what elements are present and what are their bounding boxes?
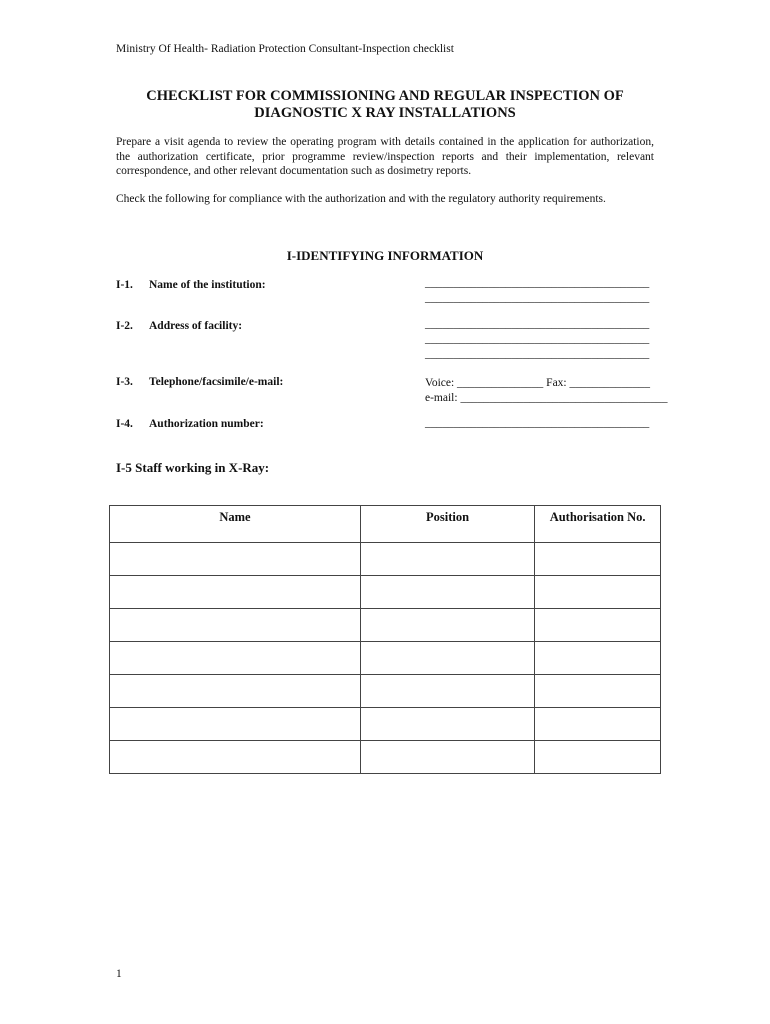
item-label-telephone: Telephone/facsimile/e-mail: xyxy=(149,376,284,388)
name-cell[interactable] xyxy=(110,642,361,675)
table-row xyxy=(110,609,661,642)
position-cell[interactable] xyxy=(360,675,534,708)
document-title xyxy=(100,88,670,122)
compliance-paragraph: Check the following for compliance with the authorization and with the regulatory authority requirements. xyxy=(116,193,606,205)
institution-blank-1[interactable]: _______________________________________ xyxy=(425,277,650,289)
position-cell[interactable] xyxy=(360,576,534,609)
address-blank-2[interactable]: _______________________________________ xyxy=(425,333,650,345)
table-row xyxy=(110,708,661,741)
authorisation-cell[interactable] xyxy=(535,576,661,609)
name-cell[interactable] xyxy=(110,708,361,741)
position-cell[interactable] xyxy=(360,642,534,675)
title-line-2: DIAGNOSTIC X RAY INSTALLATIONS xyxy=(254,105,516,121)
authorisation-cell[interactable] xyxy=(535,609,661,642)
column-header-name: Name xyxy=(110,506,361,543)
address-blank-1[interactable]: _______________________________________ xyxy=(425,318,650,330)
column-header-authorisation: Authorisation No. xyxy=(535,506,661,543)
item-label-authorization: Authorization number: xyxy=(149,418,264,430)
authorisation-cell[interactable] xyxy=(535,642,661,675)
authorisation-cell[interactable] xyxy=(535,741,661,774)
voice-fax-blank[interactable]: Voice: _______________ Fax: ______________ xyxy=(425,377,650,389)
authorisation-cell[interactable] xyxy=(535,675,661,708)
item-label-address: Address of facility: xyxy=(149,320,243,332)
item-number: I-3. xyxy=(116,376,133,388)
address-blank-3[interactable]: _______________________________________ xyxy=(425,348,650,360)
item-label-institution: Name of the institution: xyxy=(149,279,266,291)
page-number: 1 xyxy=(116,968,122,980)
table-row xyxy=(110,543,661,576)
name-cell[interactable] xyxy=(110,675,361,708)
table-row xyxy=(110,741,661,774)
institution-blank-2[interactable]: _______________________________________ xyxy=(425,292,650,304)
item-number: I-1. xyxy=(116,279,133,291)
page-header: Ministry Of Health- Radiation Protection Consultant-Inspection checklist xyxy=(116,43,454,55)
position-cell[interactable] xyxy=(360,741,534,774)
item-number: I-2. xyxy=(116,320,133,332)
table-row xyxy=(110,675,661,708)
authorisation-cell[interactable] xyxy=(535,708,661,741)
item-number: I-4. xyxy=(116,418,133,430)
authorization-blank[interactable]: _______________________________________ xyxy=(425,417,650,429)
staff-table xyxy=(109,505,661,774)
name-cell[interactable] xyxy=(110,609,361,642)
position-cell[interactable] xyxy=(360,609,534,642)
name-cell[interactable] xyxy=(110,543,361,576)
title-line-1: CHECKLIST FOR COMMISSIONING AND REGULAR INSPECTION OF xyxy=(146,88,624,104)
column-header-position: Position xyxy=(360,506,534,543)
authorisation-cell[interactable] xyxy=(535,543,661,576)
name-cell[interactable] xyxy=(110,741,361,774)
name-cell[interactable] xyxy=(110,576,361,609)
table-row xyxy=(110,576,661,609)
position-cell[interactable] xyxy=(360,708,534,741)
staff-section-title: I-5 Staff working in X-Ray: xyxy=(116,460,270,475)
section-title: I-IDENTIFYING INFORMATION xyxy=(286,248,484,263)
table-row xyxy=(110,642,661,675)
email-blank[interactable]: e-mail: ____________________________________ xyxy=(425,392,668,404)
intro-paragraph: Prepare a visit agenda to review the operating program with details contained in the application for authorization, the authorization certificate, prior programme review/inspection reports and their implementation, relevant correspondence, and other relevant documentation such as dosimetry reports. xyxy=(116,136,654,177)
position-cell[interactable] xyxy=(360,543,534,576)
